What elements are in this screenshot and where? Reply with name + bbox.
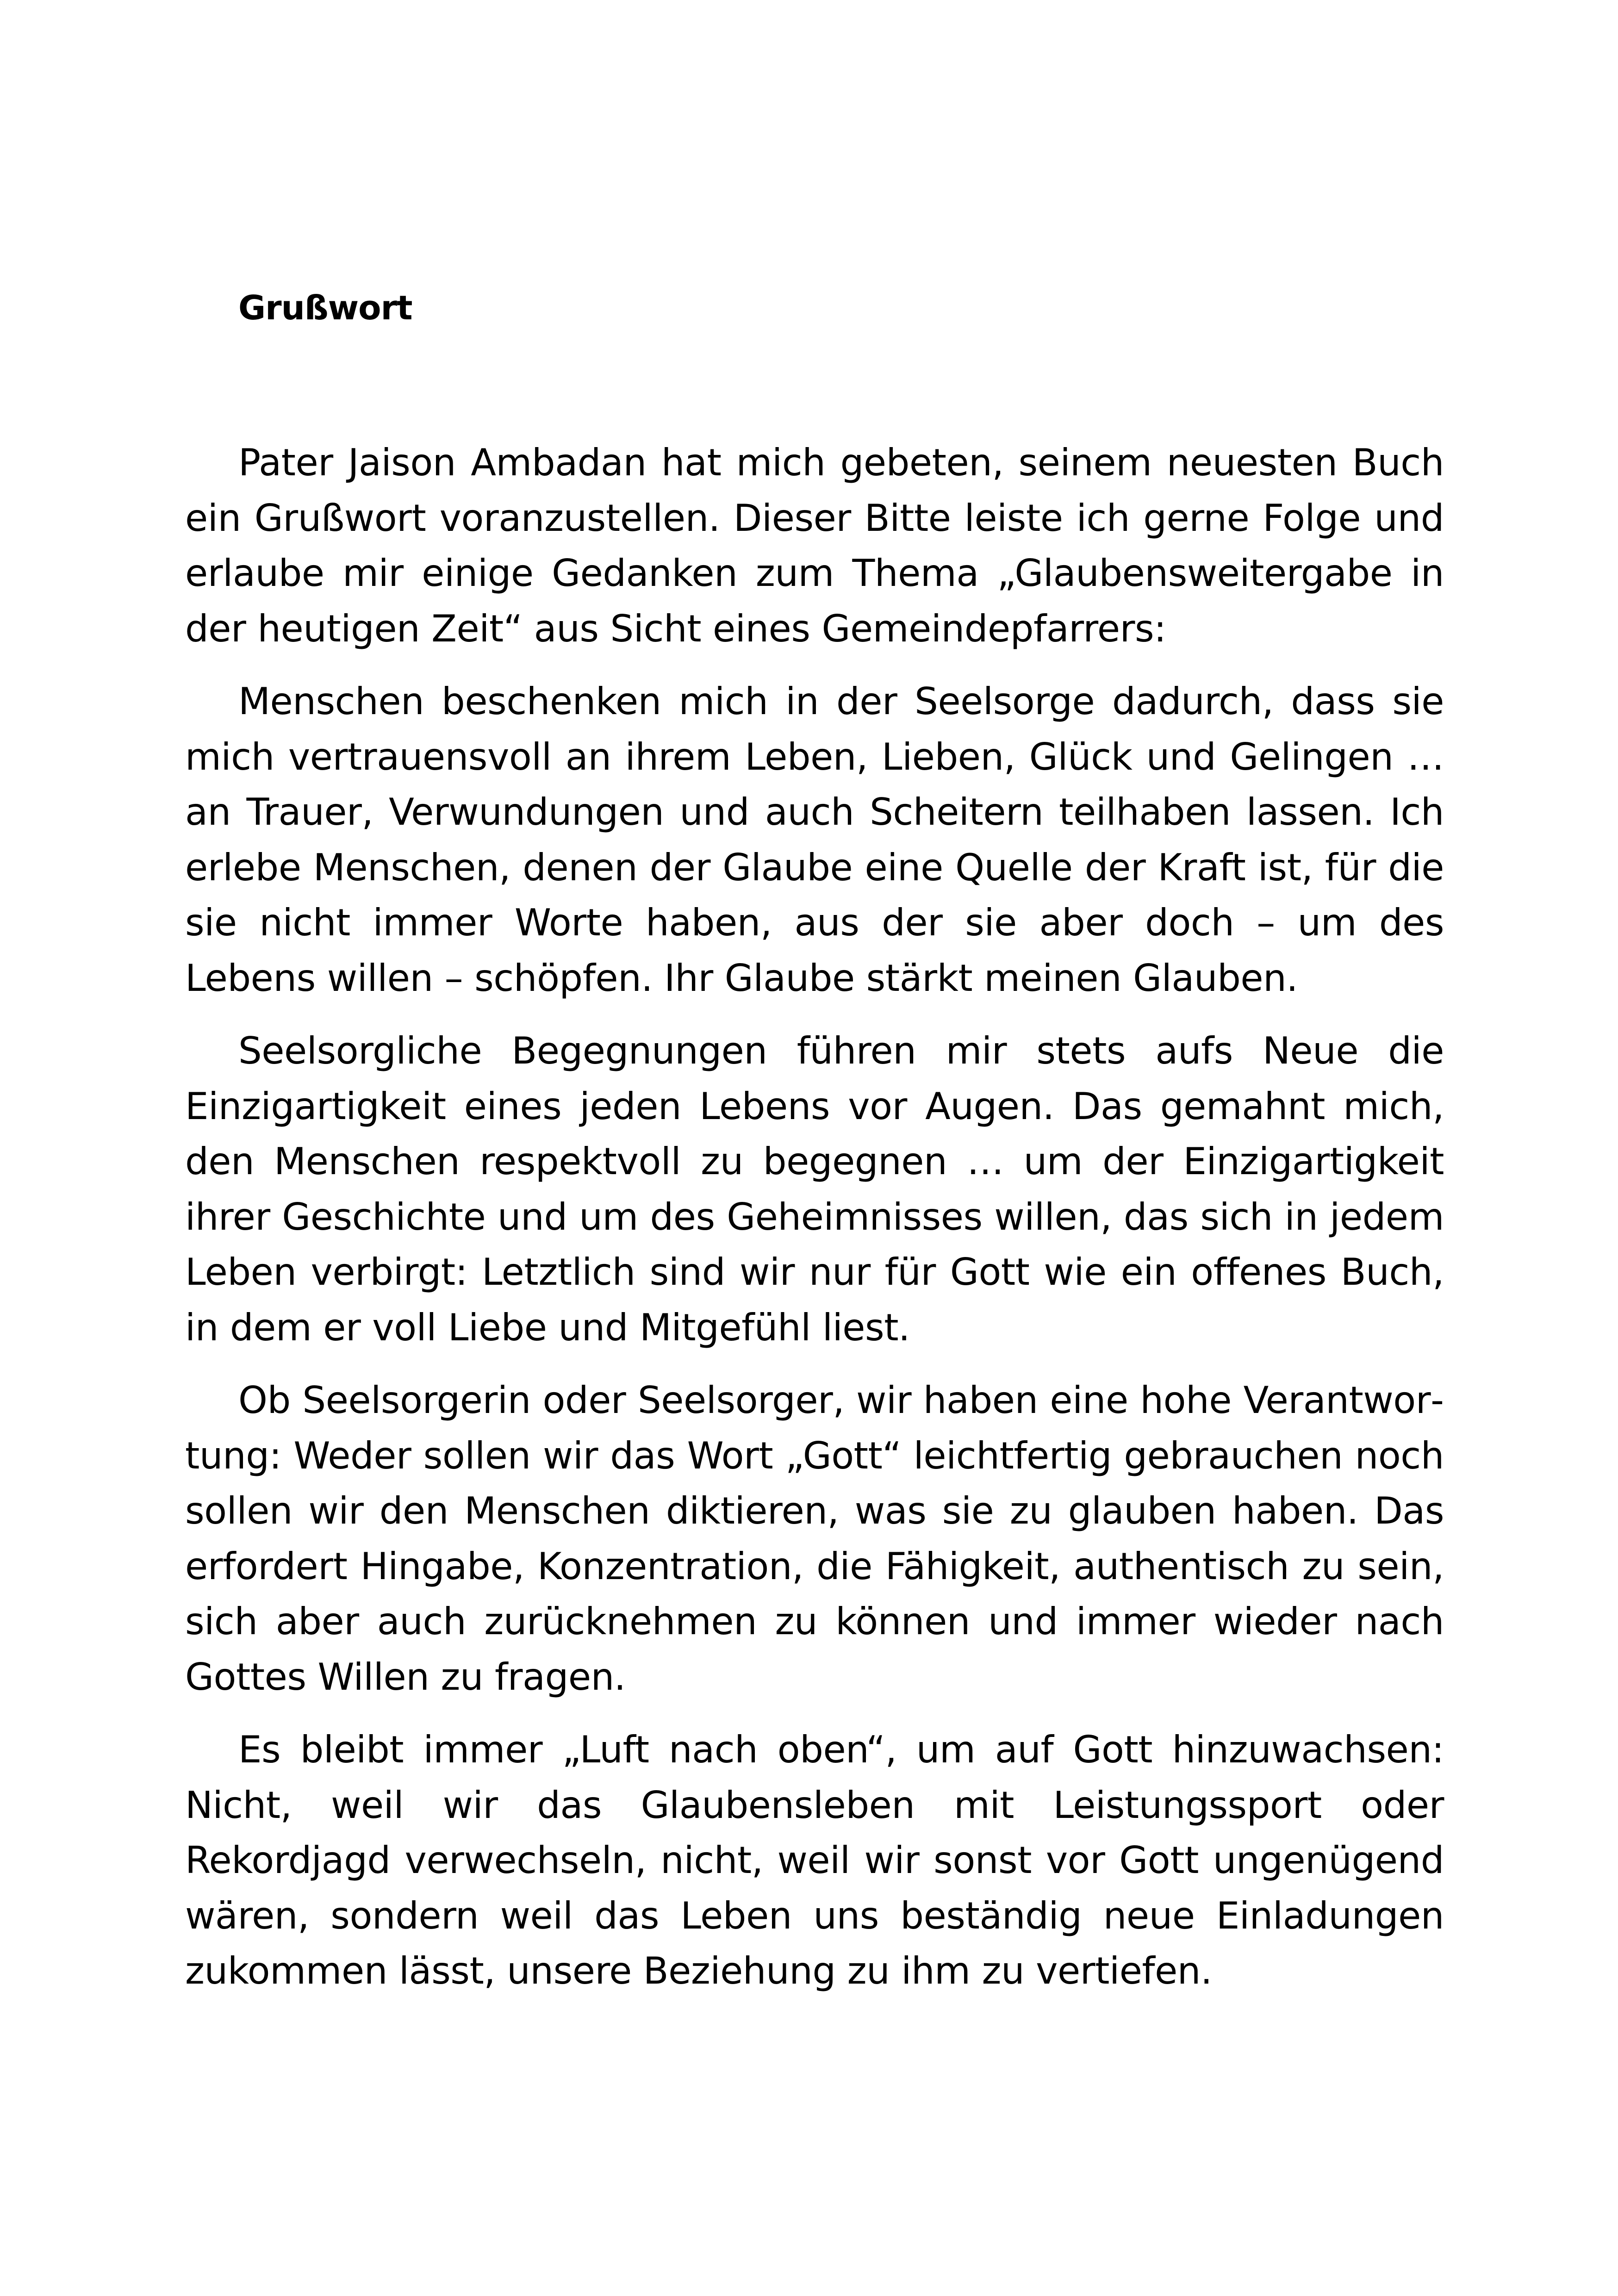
paragraph-2: Menschen beschenken mich in der Seelsorge dadurch, dass sie mich vertrauensvoll an ihrem Leben, Lieben, Glück und Gelingen … an Trauer, Verwundungen und auch Scheitern teilhaben lassen. Ich erlebe Menschen, denen der Glaube eine Quelle der Kraft ist, für die sie nicht immer Worte haben, aus der sie aber doch – um des Lebens willen – schöpfen. Ihr Glaube stärkt meinen Glauben. (185, 680, 1444, 1000)
body-text (185, 435, 1444, 2016)
paragraph-1: Pater Jaison Ambadan hat mich gebeten, seinem neuesten Buch ein Grußwort voranzustellen. Dieser Bitte leiste ich gerne Folge und erlaube mir einige Gedanken zum Thema „Glaubensweitergabe in der heutigen Zeit“ aus Sicht eines Gemeindepfarrers: (185, 441, 1444, 650)
page-title: Grußwort (238, 288, 412, 327)
paragraph-4: Ob Seelsorgerin oder Seelsorger, wir haben eine hohe Verantwortung: Weder sollen wir das Wort „Gott“ leichtfertig gebrauchen noch sollen wir den Menschen diktieren, was sie zu glauben haben. Das erfordert Hingabe, Konzentration, die Fähigkeit, authentisch zu sein, sich aber auch zurücknehmen zu können und immer wieder nach Gottes Willen zu fragen. (185, 1379, 1444, 1699)
paragraph-5: Es bleibt immer „Luft nach oben“, um auf Gott hinzuwachsen: Nicht, weil wir das Glaubensleben mit Leistungssport oder Rekordjagd verwechseln, nicht, weil wir sonst vor Gott ungenügend wären, sondern weil das Leben uns beständig neue Einladungen zukommen lässt, unsere Beziehung zu ihm zu vertiefen. (185, 1728, 1444, 1992)
paragraph-3: Seelsorgliche Begegnungen führen mir stets aufs Neue die Einzigartigkeit eines jeden Lebens vor Augen. Das gemahnt mich, den Menschen respektvoll zu begegnen … um der Einzigartigkeit ihrer Geschichte und um des Geheimnisses willen, das sich in jedem Leben verbirgt: Letztlich sind wir nur für Gott wie ein offenes Buch, in dem er voll Liebe und Mitgefühl liest. (185, 1029, 1444, 1349)
